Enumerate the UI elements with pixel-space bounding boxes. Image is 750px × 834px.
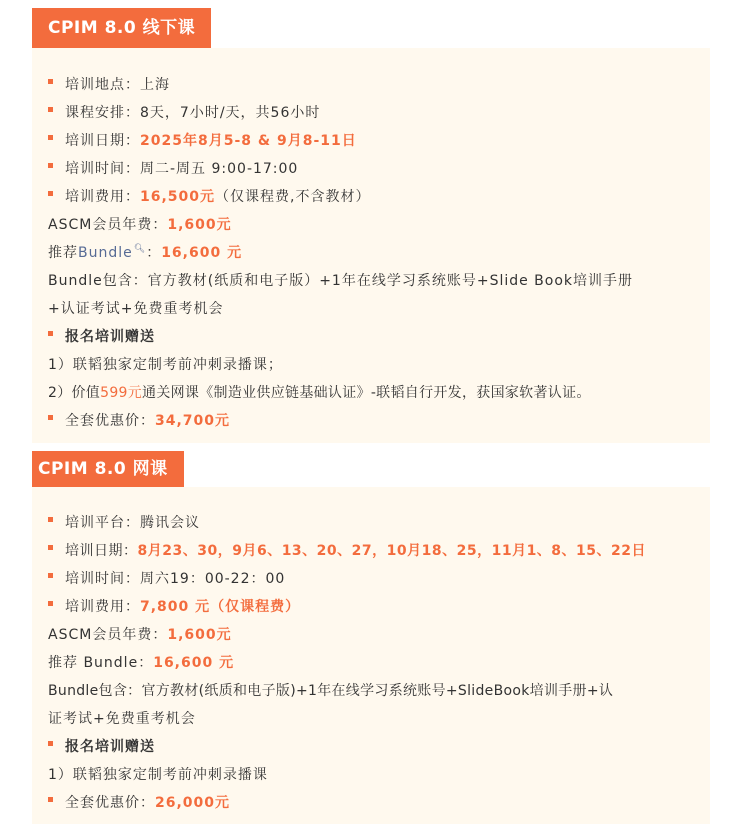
bullet-icon (48, 415, 53, 420)
offline-bundle: 推荐Bundle🔍︎：16,600 元 (48, 244, 243, 261)
offline-dates: 培训日期：2025年8月5-8 & 9月8-11日 (48, 130, 357, 150)
bullet-icon (48, 107, 53, 112)
online-time: 培训时间：周六19：00-22：00 (48, 568, 285, 588)
bullet-icon (48, 545, 53, 550)
offline-schedule: 课程安排：8天，7小时/天，共56小时 (48, 102, 320, 122)
online-includes-line1: Bundle包含：官方教材(纸质和电子版)+1年在线学习系统账号+SlideBook培训手册+认 (48, 683, 614, 699)
online-fee: 培训费用：7,800 元（仅课程费） (48, 596, 300, 616)
bullet-icon (48, 163, 53, 168)
online-gift-title: 报名培训赠送 (48, 736, 155, 756)
offline-gift-title: 报名培训赠送 (48, 326, 155, 346)
offline-gift-2: 2）价值599元通关网课《制造业供应链基础认证》-联韬自行开发，获国家软著认证。 (48, 385, 591, 401)
online-platform: 培训平台：腾讯会议 (48, 512, 200, 532)
online-includes-line2: 证考试+免费重考机会 (48, 711, 196, 727)
online-bundle: 推荐 Bundle：16,600 元 (48, 655, 235, 671)
offline-section-title: CPIM 8.0 线下课 (32, 8, 211, 48)
bullet-icon (48, 797, 53, 802)
bullet-icon (48, 573, 53, 578)
online-gift-1: 1）联韬独家定制考前冲刺录播课 (48, 767, 268, 783)
bullet-icon (48, 135, 53, 140)
offline-location: 培训地点：上海 (48, 74, 170, 94)
search-icon[interactable]: 🔍︎ (133, 244, 147, 255)
bullet-icon (48, 191, 53, 196)
online-total: 全套优惠价：26,000元 (48, 792, 230, 812)
offline-gift-1: 1）联韬独家定制考前冲刺录播课； (48, 357, 283, 373)
online-section-title: CPIM 8.0 网课 (32, 451, 184, 487)
online-dates: 培训日期：8月23、30，9月6、13、20、27，10月18、25，11月1、8、15、22日 (48, 540, 646, 560)
offline-fee: 培训费用：16,500元（仅课程费,不含教材） (48, 186, 370, 206)
online-ascm-fee: ASCM会员年费：1,600元 (48, 627, 232, 643)
bullet-icon (48, 331, 53, 336)
offline-time: 培训时间：周二-周五 9:00-17:00 (48, 158, 298, 178)
bullet-icon (48, 79, 53, 84)
offline-includes-line2: +认证考试+免费重考机会 (48, 301, 224, 317)
bundle-link[interactable]: Bundle (78, 245, 133, 261)
offline-includes-line1: Bundle包含：官方教材(纸质和电子版）+1年在线学习系统账号+Slide Book培训手册 (48, 273, 634, 289)
offline-ascm-fee: ASCM会员年费：1,600元 (48, 217, 232, 233)
bullet-icon (48, 601, 53, 606)
bullet-icon (48, 517, 53, 522)
offline-total: 全套优惠价：34,700元 (48, 410, 230, 430)
bullet-icon (48, 741, 53, 746)
